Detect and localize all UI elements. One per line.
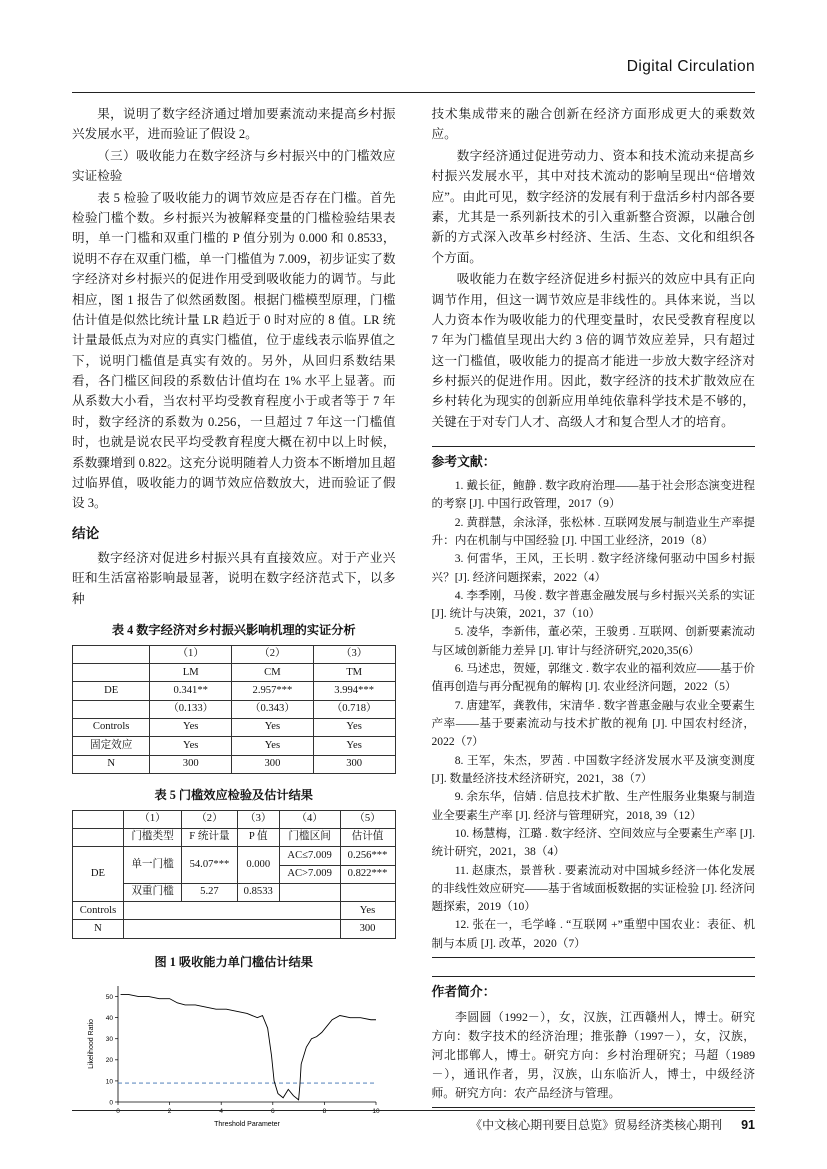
cell: Yes [150, 718, 232, 736]
cell: （1） [123, 810, 181, 828]
figure1-chart [84, 978, 384, 1128]
table-row [73, 645, 396, 663]
table-row [73, 737, 396, 755]
table-row [73, 755, 396, 773]
svg-text:2: 2 [167, 1108, 172, 1116]
table-5 [72, 810, 396, 939]
cell: 300 [232, 755, 314, 773]
svg-text:40: 40 [105, 1015, 113, 1023]
list-item: 5. 凌华，李新伟，董必荣，王骏勇 . 互联网、创新要素流动与区域创新能力差异 [J]. 审计与经济研究,2020,35(6） [431, 625, 755, 657]
page-number: 91 [741, 1118, 755, 1132]
cell: 300 [150, 755, 232, 773]
cell: Controls [73, 902, 124, 920]
cell [73, 700, 150, 718]
cell: F 统计量 [182, 828, 238, 846]
list-item: 9. 余东华，信婧 . 信息技术扩散、生产性服务业集聚与制造业全要素生产率 [J]. 经济与管理研究，2018, 39（12） [431, 790, 755, 822]
figure1-caption: 图 1 吸收能力单门槛估计结果 [154, 954, 313, 969]
cell: N [73, 920, 124, 938]
list-item: 3. 何雷华，王风，王长明 . 数字经济缘何驱动中国乡村振兴？[J]. 经济问题探索，2022（4） [431, 552, 755, 584]
table-row [73, 920, 396, 938]
table-row [73, 700, 396, 718]
page-footer [72, 1110, 755, 1133]
cell: DE [73, 847, 124, 902]
svg-text:6: 6 [270, 1108, 275, 1116]
list-item: 11. 赵康杰，景普秋 . 要素流动对中国城乡经济一体化发展的非线性效应研究——基于省域面板数据的实证检验 [J]. 经济问题探索，2019（10） [431, 863, 755, 914]
table-row [73, 664, 396, 682]
cell: Yes [340, 902, 395, 920]
table-row [73, 718, 396, 736]
left-column [72, 104, 396, 1129]
svg-text:50: 50 [105, 994, 113, 1002]
cell: 固定效应 [73, 737, 150, 755]
cell: （1） [150, 645, 232, 663]
cell: 0.256*** [340, 847, 395, 865]
cell: P 值 [237, 828, 279, 846]
footer-note: 《中文核心期刊要目总览》贸易经济类核心期刊 [470, 1118, 723, 1132]
table-row [73, 902, 396, 920]
author-bio-text: 李圆圆（1992－），女，汉族，江西赣州人，博士。研究方向：数字技术的经济治理；推张静（1997－），女，汉族，河北邯郸人，博士。研究方向：乡村治理研究；马超（1989－），通讯作者，男，汉族，山东临沂人，博士，中级经济师。研究方向：农产品经济与管理。 [431, 1009, 755, 1101]
cell: 3.994*** [313, 682, 395, 700]
cell: 估计值 [340, 828, 395, 846]
list-item: 8. 王军，朱杰，罗茜 . 中国数字经济发展水平及演变测度 [J]. 数量经济技术经济研究，2021，38（7） [431, 753, 755, 785]
list-item: 12. 张在一，毛学峰 . “互联网 +”重塑中国农业：表征、机制与本质 [J]. 改革，2020（7） [431, 918, 755, 950]
cell: （0.343） [232, 700, 314, 718]
cell: 300 [340, 920, 395, 938]
list-item: 1. 戴长征，鲍静 . 数字政府治理——基于社会形态演变进程的考察 [J]. 中国行政管理，2017（9） [431, 478, 755, 511]
cell [73, 810, 124, 828]
cell: 门槛类型 [123, 828, 181, 846]
cell: 300 [313, 755, 395, 773]
list-item: 4. 李季刚，马俊 . 数字普惠金融发展与乡村振兴关系的实证 [J]. 统计与决策，2021，37（10） [431, 588, 755, 621]
svg-text:0: 0 [109, 1099, 113, 1107]
cell: Yes [232, 718, 314, 736]
references-section [432, 446, 756, 958]
cell: （5） [340, 810, 395, 828]
cell [123, 920, 340, 938]
svg-text:Likelihood Ratio: Likelihood Ratio [87, 1019, 95, 1070]
cell [73, 664, 150, 682]
cell: Yes [313, 718, 395, 736]
right-column [432, 104, 756, 1099]
svg-text:10: 10 [105, 1078, 113, 1086]
cell: Yes [150, 737, 232, 755]
cell: 双重门槛 [123, 883, 181, 901]
paragraph: 果，说明了数字经济通过增加要素流动来提高乡村振兴发展水平，进而验证了假设 2。 [72, 107, 396, 142]
table-row [73, 682, 396, 700]
table5-caption: 表 5 门槛效应检验及估计结果 [154, 787, 313, 802]
paragraph: 表 5 检验了吸收能力的调节效应是否存在门槛。首先检验门槛个数。乡村振兴为被解释变量的门槛检验结果表明，单一门槛和双重门槛的 P 值分别为 0.000 和 0.8533，说明不存在双重门槛，单一门槛值为 7.009，初步证实了数字经济对乡村振兴的促进作用受到吸收能力的调节。与此相应，图 1 报告了似然函数图。根据门槛模型原理，门槛估计值是似然比统计量 LR 趋近于 0 时对应的 8 值。LR 统计量最低点为对应的真实门槛值，位于虚线表示临界值之下，说明门槛值是真实有效的。另外，从回归系数结果看，各门槛区间段的系数估计值均在 1% 水平上显著。而从系数大小看，当农村平均受教育程度小于或者等于 7 年时，数字经济的系数为 0.256，一旦超过 7 年这一门槛值时，也就是说农民平均受教育程度大概在初中以上时候，系数骤增到 0.822。这充分说明随着人力资本不断增加且超过临界值，吸收能力的调节效应倍数放大，进而验证了假设 3。 [72, 190, 396, 511]
author-bio-section [432, 976, 756, 1108]
table-row [73, 828, 396, 846]
list-item: 6. 马述忠，贺娅，郭继文 . 数字农业的福利效应——基于价值再创造与再分配视角的解构 [J]. 农业经济问题，2022（5） [431, 662, 755, 694]
svg-text:0: 0 [115, 1108, 120, 1116]
cell: N [73, 755, 150, 773]
cell: CM [232, 664, 314, 682]
cell [73, 828, 124, 846]
conclusion-heading: 结论 [72, 525, 100, 541]
cell: （0.718） [313, 700, 395, 718]
author-bio-heading: 作者简介： [431, 985, 496, 1000]
cell: Controls [73, 718, 150, 736]
table-row [73, 810, 396, 828]
cell: TM [313, 664, 395, 682]
cell: 0.341** [150, 682, 232, 700]
cell: 0.000 [237, 847, 279, 884]
likelihood-ratio-plot [84, 978, 384, 1128]
cell: 0.8533 [237, 883, 279, 901]
svg-text:8: 8 [322, 1108, 326, 1116]
list-item: 7. 唐建军，龚教伟，宋清华 . 数字普惠金融与农业全要素生产率——基于要素流动与技术扩散的视角 [J]. 中国农村经济，2022（7） [431, 698, 755, 749]
cell: （3） [237, 810, 279, 828]
svg-text:4: 4 [219, 1108, 223, 1116]
cell: （3） [313, 645, 395, 663]
paragraph: 数字经济对促进乡村振兴具有直接效应。对于产业兴旺和生活富裕影响最显著，说明在数字经济范式下，以多种 [72, 550, 396, 606]
cell [279, 883, 340, 901]
table-row [73, 847, 396, 865]
cell: （4） [279, 810, 340, 828]
paragraph: 数字经济通过促进劳动力、资本和技术流动来提高乡村振兴发展水平，其中对技术流动的影响呈现出“倍增效应”。由此可见，数字经济的发展有利于盘活乡村内部各要素，尤其是一系列新技术的引入重新整合资源，以融合创新的方式深入改革乡村经济、生活、生态、文化和组织各个方面。 [431, 148, 755, 265]
svg-text:30: 30 [105, 1036, 113, 1044]
list-item: 10. 杨慧梅，江璐 . 数字经济、空间效应与全要素生产率 [J]. 统计研究，2021，38（4） [431, 826, 755, 859]
list-item: 2. 黄群慧，余泳泽，张松林 . 互联网发展与制造业生产率提升：内在机制与中国经验 [J]. 中国工业经济，2019（8） [431, 515, 755, 547]
references-heading: 参考文献： [431, 455, 496, 470]
svg-text:10: 10 [372, 1108, 380, 1116]
cell: 单一门槛 [123, 847, 181, 884]
cell: DE [73, 682, 150, 700]
journal-section-title: Digital Circulation [626, 58, 755, 75]
table-4 [72, 645, 396, 774]
cell: LM [150, 664, 232, 682]
cell: 2.957*** [232, 682, 314, 700]
svg-text:20: 20 [105, 1057, 113, 1065]
cell: 0.822*** [340, 865, 395, 883]
cell [123, 902, 340, 920]
cell: （0.133） [150, 700, 232, 718]
subsection-heading: （三）吸收能力在数字经济与乡村振兴中的门槛效应实证检验 [72, 148, 396, 184]
paragraph: 吸收能力在数字经济促进乡村振兴的效应中具有正向调节作用，但这一调节效应是非线性的。具体来说，当以人力资本作为吸收能力的代理变量时，农民受教育程度以 7 年为门槛值呈现出大约 3 倍的调节效应差异，只有超过这一门槛值，吸收能力的提高才能进一步放大数字经济对乡村振兴的促进作用。因此，数字经济的技术扩散效应在乡村转化为现实的创新应用单纯依靠科学技术是不够的，关键在于对专门人才、高级人才和复合型人才的培育。 [431, 272, 755, 429]
paragraph: 技术集成带来的融合创新在经济方面形成更大的乘数效应。 [431, 107, 755, 142]
references-list [432, 477, 756, 953]
cell: Yes [313, 737, 395, 755]
cell: （2） [232, 645, 314, 663]
cell: 54.07*** [182, 847, 238, 884]
cell: 5.27 [182, 883, 238, 901]
cell: Yes [232, 737, 314, 755]
cell [340, 883, 395, 901]
cell: AC>7.009 [279, 865, 340, 883]
cell: 门槛区间 [279, 828, 340, 846]
page-header [72, 58, 755, 93]
cell [73, 645, 150, 663]
svg-text:Threshold Parameter: Threshold Parameter [213, 1121, 280, 1129]
cell: AC≤7.009 [279, 847, 340, 865]
table4-caption: 表 4 数字经济对乡村振兴影响机理的实证分析 [111, 623, 356, 637]
cell: （2） [182, 810, 238, 828]
